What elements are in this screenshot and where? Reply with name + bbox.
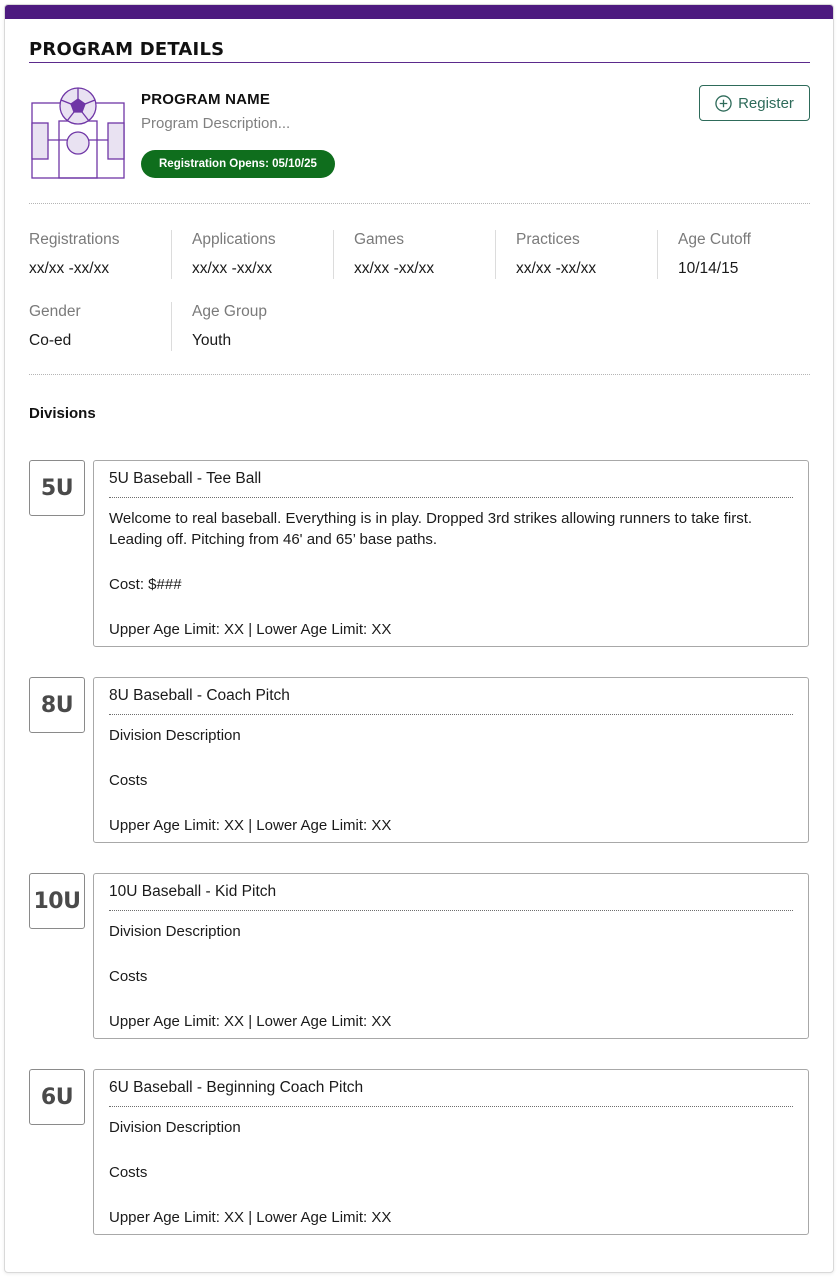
division-card <box>93 1069 809 1235</box>
info-label: Registrations <box>29 231 120 248</box>
division-name: 10U Baseball - Kid Pitch <box>109 882 793 911</box>
program-info-row <box>29 230 807 279</box>
division-description: Division Description <box>109 727 241 744</box>
division-name: 5U Baseball - Tee Ball <box>109 469 793 498</box>
info-value: xx/xx -xx/xx <box>516 260 597 277</box>
plus-circle-icon <box>715 95 732 112</box>
section-title: PROGRAM DETAILS <box>29 39 810 63</box>
info-label: Applications <box>192 231 276 248</box>
program-description: Program Description... <box>141 115 291 132</box>
register-button-label: Register <box>738 94 794 112</box>
program-name: PROGRAM NAME <box>141 91 271 108</box>
info-gender <box>29 302 171 351</box>
division-card <box>93 677 809 843</box>
division-age-limits: Upper Age Limit: XX | Lower Age Limit: XX <box>109 817 392 834</box>
division-cost: Costs <box>109 968 148 985</box>
division-name: 6U Baseball - Beginning Coach Pitch <box>109 1078 793 1107</box>
division-description: Welcome to real baseball. Everything is in play. Dropped 3rd strikes allowing runners to take first. Leading off. Pitching from 46' and 65’ base paths. <box>109 510 753 548</box>
division-cost: Costs <box>109 772 148 789</box>
program-info-row <box>29 302 333 351</box>
info-value: Youth <box>192 332 232 349</box>
info-age-cutoff <box>657 230 807 279</box>
info-label: Age Group <box>192 303 267 320</box>
info-value: xx/xx -xx/xx <box>354 260 435 277</box>
info-registrations <box>29 230 171 279</box>
divisions-heading: Divisions <box>29 405 96 422</box>
division-badge: 5U <box>29 460 85 516</box>
info-label: Gender <box>29 303 81 320</box>
division-description: Division Description <box>109 1119 241 1136</box>
soccer-field-icon <box>31 85 125 179</box>
division-badge: 10U <box>29 873 85 929</box>
division-age-limits: Upper Age Limit: XX | Lower Age Limit: XX <box>109 1013 392 1030</box>
info-value: 10/14/15 <box>678 260 739 277</box>
program-details-card <box>4 4 834 1273</box>
info-label: Age Cutoff <box>678 231 751 248</box>
division-name: 8U Baseball - Coach Pitch <box>109 686 793 715</box>
info-label: Games <box>354 231 404 248</box>
info-value: Co-ed <box>29 332 72 349</box>
info-label: Practices <box>516 231 580 248</box>
division-cost: Costs <box>109 1164 148 1181</box>
divider <box>29 374 810 375</box>
divider <box>29 203 810 204</box>
info-value: xx/xx -xx/xx <box>29 260 110 277</box>
division-card <box>93 460 809 647</box>
division-age-limits: Upper Age Limit: XX | Lower Age Limit: XX <box>109 1209 392 1226</box>
division-age-limits: Upper Age Limit: XX | Lower Age Limit: XX <box>109 621 392 638</box>
division-card <box>93 873 809 1039</box>
division-badge: 6U <box>29 1069 85 1125</box>
info-applications <box>171 230 333 279</box>
division-cost: Cost: $### <box>109 576 182 593</box>
division-description: Division Description <box>109 923 241 940</box>
brand-top-bar <box>5 5 833 19</box>
division-badge: 8U <box>29 677 85 733</box>
register-button[interactable] <box>699 85 810 121</box>
registration-status-badge: Registration Opens: 05/10/25 <box>141 150 335 178</box>
info-value: xx/xx -xx/xx <box>192 260 273 277</box>
info-games <box>333 230 495 279</box>
info-age-group <box>171 302 333 351</box>
info-practices <box>495 230 657 279</box>
